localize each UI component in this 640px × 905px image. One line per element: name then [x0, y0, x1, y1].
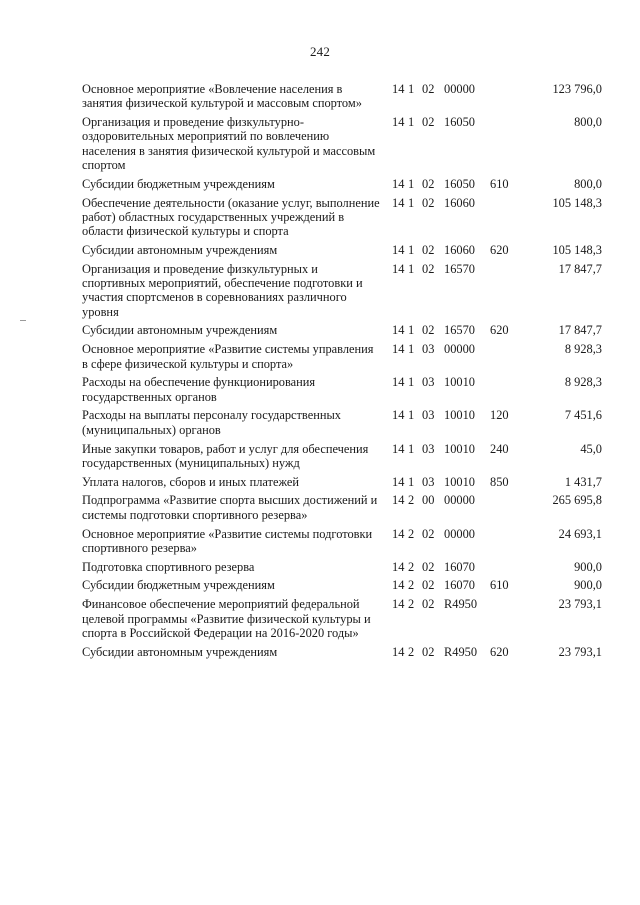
row-code-section: 14	[392, 526, 405, 541]
row-code-subprogram: 1	[408, 261, 415, 276]
row-code-event: 03	[422, 375, 435, 390]
row-amount: 45,0	[580, 441, 602, 456]
row-name: Субсидии автономным учреждениям	[82, 323, 278, 338]
row-amount: 900,0	[574, 578, 602, 593]
row-name: Финансовое обеспечение мероприятий федеральной целевой программы «Развитие физической культуры и спорта в Российской Федерации на 2016-2020 годы»	[82, 597, 371, 640]
row-code-direction: 00000	[444, 342, 475, 357]
row-code-expense-type	[490, 375, 530, 408]
row-code-direction: 16050	[444, 176, 475, 191]
table-row	[82, 560, 602, 579]
row-code-subprogram: 1	[408, 195, 415, 210]
table-row	[82, 323, 602, 342]
row-code-event: 02	[422, 526, 435, 541]
row-amount: 7 451,6	[564, 408, 602, 423]
row-code-expense-type: 850	[490, 474, 509, 489]
row-code-expense-type	[490, 115, 530, 177]
table-row	[82, 527, 602, 560]
row-code-event: 02	[422, 82, 435, 96]
row-code-direction: 10010	[444, 441, 475, 456]
row-code-section: 14	[392, 559, 405, 574]
table-row	[82, 243, 602, 262]
row-code-direction: R4950	[444, 597, 478, 612]
row-code-subprogram: 1	[408, 342, 415, 357]
row-code-section: 14	[392, 82, 405, 96]
row-code-section: 14	[392, 115, 405, 130]
row-code-direction: R4950	[444, 644, 478, 659]
page-number: 242	[309, 44, 331, 59]
table-row	[82, 115, 602, 177]
table-row	[82, 262, 602, 324]
row-code-subprogram: 1	[408, 323, 415, 338]
row-amount: 105 148,3	[552, 195, 602, 210]
row-name: Субсидии бюджетным учреждениям	[82, 176, 275, 191]
row-amount: 265 695,8	[552, 493, 602, 508]
row-code-section: 14	[392, 195, 405, 210]
row-code-section: 14	[392, 644, 405, 659]
row-name: Иные закупки товаров, работ и услуг для обеспечения государственных (муниципальных) нужд	[82, 441, 369, 470]
row-name: Подготовка спортивного резерва	[82, 559, 255, 574]
row-code-expense-type	[490, 597, 530, 644]
row-code-direction: 16070	[444, 578, 475, 593]
table-row	[82, 475, 602, 494]
row-amount: 17 847,7	[558, 323, 602, 338]
row-code-subprogram: 1	[408, 375, 415, 390]
table-row	[82, 196, 602, 243]
row-code-subprogram: 2	[408, 597, 415, 612]
row-code-event: 02	[422, 597, 435, 612]
row-code-section: 14	[392, 176, 405, 191]
table-row	[82, 342, 602, 375]
row-code-subprogram: 1	[408, 242, 415, 257]
row-code-subprogram: 1	[408, 115, 415, 130]
table-row	[82, 597, 602, 644]
row-code-event: 02	[422, 176, 435, 191]
table-row	[82, 493, 602, 526]
row-code-direction: 10010	[444, 375, 475, 390]
row-code-section: 14	[392, 261, 405, 276]
row-code-subprogram: 2	[408, 559, 415, 574]
row-amount: 8 928,3	[564, 342, 602, 357]
row-amount: 17 847,7	[558, 261, 602, 276]
row-code-expense-type	[490, 560, 530, 579]
budget-table	[82, 82, 602, 663]
row-code-direction: 10010	[444, 408, 475, 423]
row-name: Подпрограмма «Развитие спорта высших достижений и системы подготовки спортивного резерва»	[82, 493, 378, 522]
row-code-event: 02	[422, 578, 435, 593]
row-code-event: 02	[422, 242, 435, 257]
row-code-event: 03	[422, 441, 435, 456]
row-code-expense-type	[490, 527, 530, 560]
row-amount: 23 793,1	[558, 597, 602, 612]
row-code-expense-type: 120	[490, 408, 509, 423]
row-code-subprogram: 1	[408, 474, 415, 489]
budget-table-body	[82, 82, 602, 663]
table-row	[82, 442, 602, 475]
row-code-direction: 16060	[444, 242, 475, 257]
row-code-event: 02	[422, 195, 435, 210]
row-code-direction: 16570	[444, 323, 475, 338]
row-code-section: 14	[392, 578, 405, 593]
row-code-section: 14	[392, 493, 405, 508]
row-code-expense-type	[490, 342, 530, 375]
row-code-expense-type: 620	[490, 323, 509, 338]
row-name: Организация и проведение физкультурных и спортивных мероприятий, обеспечение подготовки и участия спортсменов в соревнованиях различного уровня	[82, 261, 363, 319]
row-code-section: 14	[392, 375, 405, 390]
row-name: Расходы на обеспечение функционирования государственных органов	[82, 375, 316, 404]
table-row	[82, 578, 602, 597]
row-code-subprogram: 2	[408, 578, 415, 593]
row-code-direction: 16060	[444, 195, 475, 210]
row-code-section: 14	[392, 597, 405, 612]
row-amount: 800,0	[574, 176, 602, 191]
row-code-expense-type	[490, 196, 530, 243]
row-amount: 800,0	[574, 115, 602, 130]
row-amount: 123 796,0	[552, 82, 602, 96]
row-amount: 24 693,1	[558, 526, 602, 541]
scan-edge-mark	[20, 320, 26, 321]
row-code-event: 03	[422, 342, 435, 357]
row-code-event: 03	[422, 474, 435, 489]
row-code-direction: 00000	[444, 526, 475, 541]
table-row	[82, 375, 602, 408]
row-name: Субсидии автономным учреждениям	[82, 644, 278, 659]
row-code-event: 00	[422, 493, 435, 508]
row-code-subprogram: 1	[408, 408, 415, 423]
row-code-subprogram: 1	[408, 176, 415, 191]
row-code-section: 14	[392, 441, 405, 456]
row-name: Субсидии автономным учреждениям	[82, 242, 278, 257]
row-name: Субсидии бюджетным учреждениям	[82, 578, 275, 593]
row-code-event: 03	[422, 408, 435, 423]
row-amount: 8 928,3	[564, 375, 602, 390]
row-code-subprogram: 2	[408, 644, 415, 659]
row-code-section: 14	[392, 408, 405, 423]
row-code-direction: 00000	[444, 493, 475, 508]
row-code-event: 02	[422, 261, 435, 276]
row-code-direction: 00000	[444, 82, 475, 96]
row-code-subprogram: 1	[408, 82, 415, 96]
row-name: Организация и проведение физкультурно-оздоровительных мероприятий по вовлечению населения в занятия физической культурой и массовым спортом	[82, 115, 376, 172]
row-code-expense-type: 240	[490, 441, 509, 456]
row-code-section: 14	[392, 342, 405, 357]
row-code-event: 02	[422, 644, 435, 659]
row-code-expense-type: 610	[490, 176, 509, 191]
row-code-event: 02	[422, 559, 435, 574]
row-code-subprogram: 1	[408, 441, 415, 456]
row-code-subprogram: 2	[408, 526, 415, 541]
table-row	[82, 408, 602, 441]
row-code-expense-type	[490, 493, 530, 526]
row-name: Основное мероприятие «Вовлечение населения в занятия физической культурой и массовым спортом»	[82, 82, 362, 111]
row-code-expense-type: 620	[490, 644, 509, 659]
row-code-direction: 16570	[444, 261, 475, 276]
row-amount: 105 148,3	[552, 242, 602, 257]
row-code-section: 14	[392, 474, 405, 489]
table-row	[82, 645, 602, 664]
table-row	[82, 177, 602, 196]
row-code-subprogram: 2	[408, 493, 415, 508]
row-code-direction: 10010	[444, 474, 475, 489]
row-code-direction: 16050	[444, 115, 475, 130]
row-amount: 900,0	[574, 559, 602, 574]
row-amount: 1 431,7	[564, 474, 602, 489]
table-row	[82, 82, 602, 115]
row-code-event: 02	[422, 323, 435, 338]
row-code-expense-type	[490, 262, 530, 324]
row-name: Обеспечение деятельности (оказание услуг, выполнение работ) областных государственных учреждений в области физической культуры и спорта	[82, 195, 380, 239]
row-code-section: 14	[392, 242, 405, 257]
row-code-expense-type: 620	[490, 242, 509, 257]
row-name: Уплата налогов, сборов и иных платежей	[82, 474, 300, 489]
row-amount: 23 793,1	[558, 644, 602, 659]
row-code-direction: 16070	[444, 559, 475, 574]
row-code-expense-type: 610	[490, 578, 509, 593]
row-code-event: 02	[422, 115, 435, 130]
row-name: Основное мероприятие «Развитие системы управления в сфере физической культуры и спорта»	[82, 342, 374, 371]
row-code-section: 14	[392, 323, 405, 338]
row-name: Расходы на выплаты персоналу государственных (муниципальных) органов	[82, 408, 341, 437]
row-code-expense-type	[490, 82, 530, 115]
row-name: Основное мероприятие «Развитие системы подготовки спортивного резерва»	[82, 526, 373, 555]
